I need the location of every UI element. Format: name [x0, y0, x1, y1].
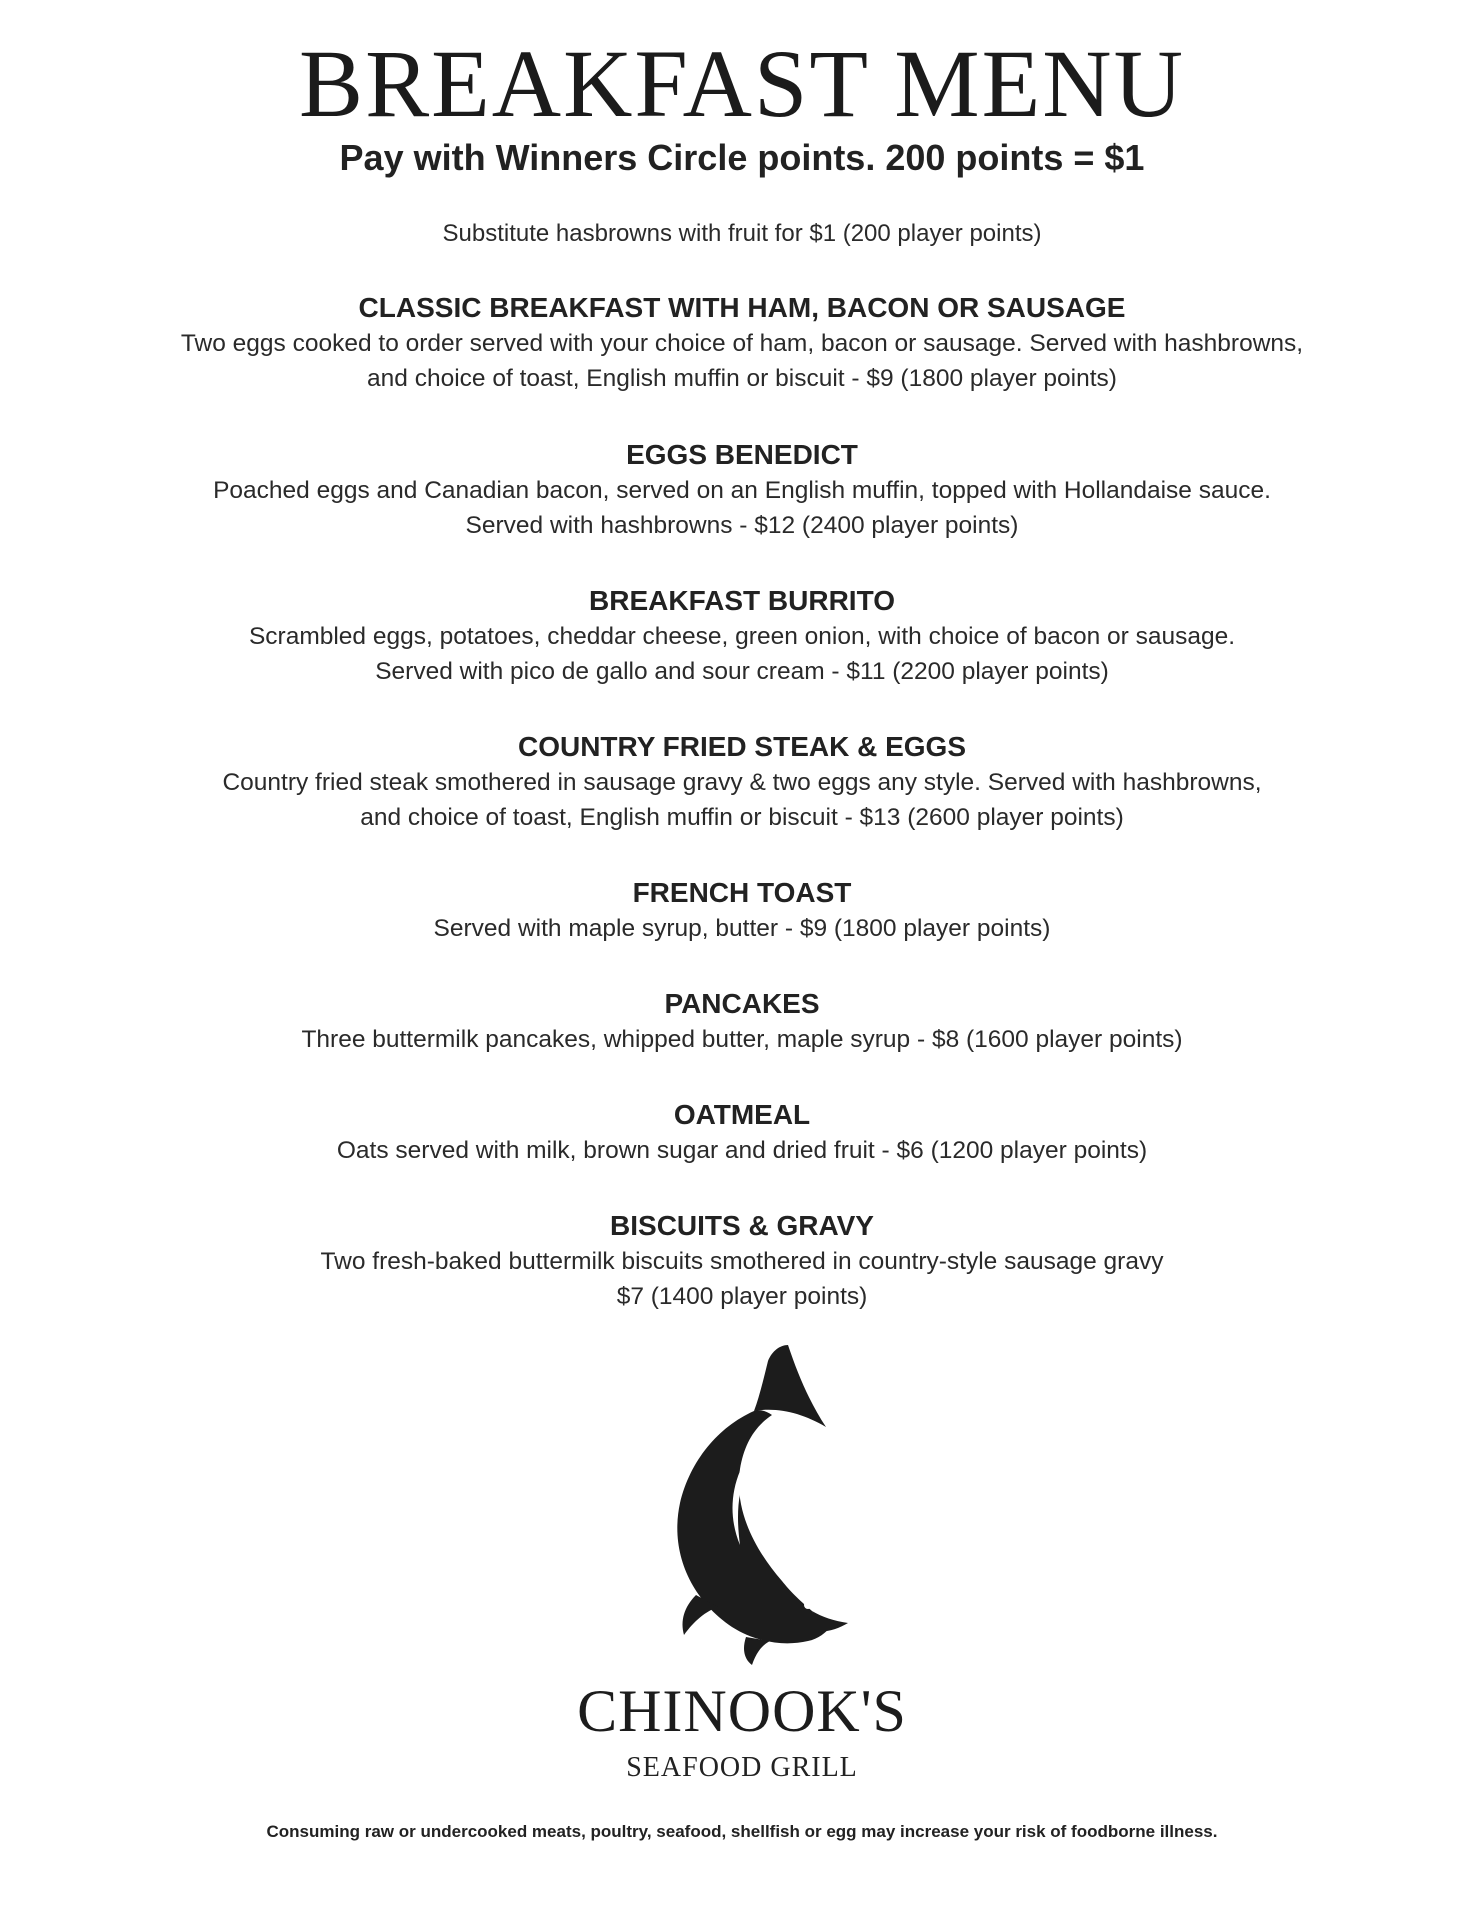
- menu-subtitle: Pay with Winners Circle points. 200 points = $1: [339, 137, 1145, 178]
- item-name: OATMEAL: [673, 1099, 811, 1130]
- item-description-line: and choice of toast, English muffin or biscuit - $13 (2600 player points): [360, 804, 1124, 831]
- item-name: BISCUITS & GRAVY: [610, 1210, 874, 1241]
- item-description-line: Three buttermilk pancakes, whipped butter, maple syrup - $8 (1600 player points): [301, 1026, 1183, 1053]
- item-description-line: Served with maple syrup, butter - $9 (1800 player points): [433, 915, 1051, 942]
- item-description-line: Oats served with milk, brown sugar and dried fruit - $6 (1200 player points): [336, 1137, 1148, 1164]
- item-name: COUNTRY FRIED STEAK & EGGS: [517, 731, 967, 762]
- menu-title: BREAKFAST MENU: [299, 30, 1185, 137]
- item-description-line: Served with hashbrowns - $12 (2400 player points): [465, 512, 1019, 539]
- item-name: CLASSIC BREAKFAST WITH HAM, BACON OR SAUSAGE: [358, 292, 1126, 323]
- menu-item-pancakes: [80, 986, 1404, 1057]
- item-description-line: Two eggs cooked to order served with your choice of ham, bacon or sausage. Served with hashbrowns,: [180, 330, 1304, 357]
- item-description-line: Country fried steak smothered in sausage gravy & two eggs any style. Served with hashbrowns,: [222, 769, 1262, 796]
- salmon-icon: [0, 1345, 1484, 1665]
- menu-item-country-fried-steak: [80, 729, 1404, 835]
- item-description-line: Scrambled eggs, potatoes, cheddar cheese, green onion, with choice of bacon or sausage.: [248, 623, 1236, 650]
- brand-tagline: SEAFOOD GRILL: [626, 1752, 858, 1783]
- item-name: PANCAKES: [664, 988, 820, 1019]
- item-description-line: and choice of toast, English muffin or biscuit - $9 (1800 player points): [367, 365, 1117, 392]
- item-description-line: Served with pico de gallo and sour cream - $11 (2200 player points): [375, 658, 1109, 685]
- substitution-note: Substitute hasbrowns with fruit for $1 (200 player points): [442, 220, 1042, 247]
- foodborne-illness-disclaimer: Consuming raw or undercooked meats, poultry, seafood, shellfish or egg may increase your risk of foodborne illness.: [266, 1822, 1218, 1841]
- menu-item-breakfast-burrito: [80, 583, 1404, 689]
- menu-item-eggs-benedict: [80, 437, 1404, 543]
- item-description-line: Two fresh-baked buttermilk biscuits smothered in country-style sausage gravy: [320, 1248, 1164, 1275]
- menu-item-french-toast: [80, 875, 1404, 946]
- item-name: EGGS BENEDICT: [626, 439, 858, 470]
- item-name: FRENCH TOAST: [632, 877, 852, 908]
- item-description-line: Poached eggs and Canadian bacon, served on an English muffin, topped with Hollandaise sauce.: [213, 477, 1271, 504]
- brand-name: CHINOOK'S: [577, 1678, 907, 1744]
- item-name: BREAKFAST BURRITO: [589, 585, 895, 616]
- menu-item-oatmeal: [80, 1097, 1404, 1168]
- menu-item-classic-breakfast: [80, 290, 1404, 396]
- menu-item-biscuits-gravy: [80, 1208, 1404, 1314]
- item-description-line: $7 (1400 player points): [616, 1283, 868, 1310]
